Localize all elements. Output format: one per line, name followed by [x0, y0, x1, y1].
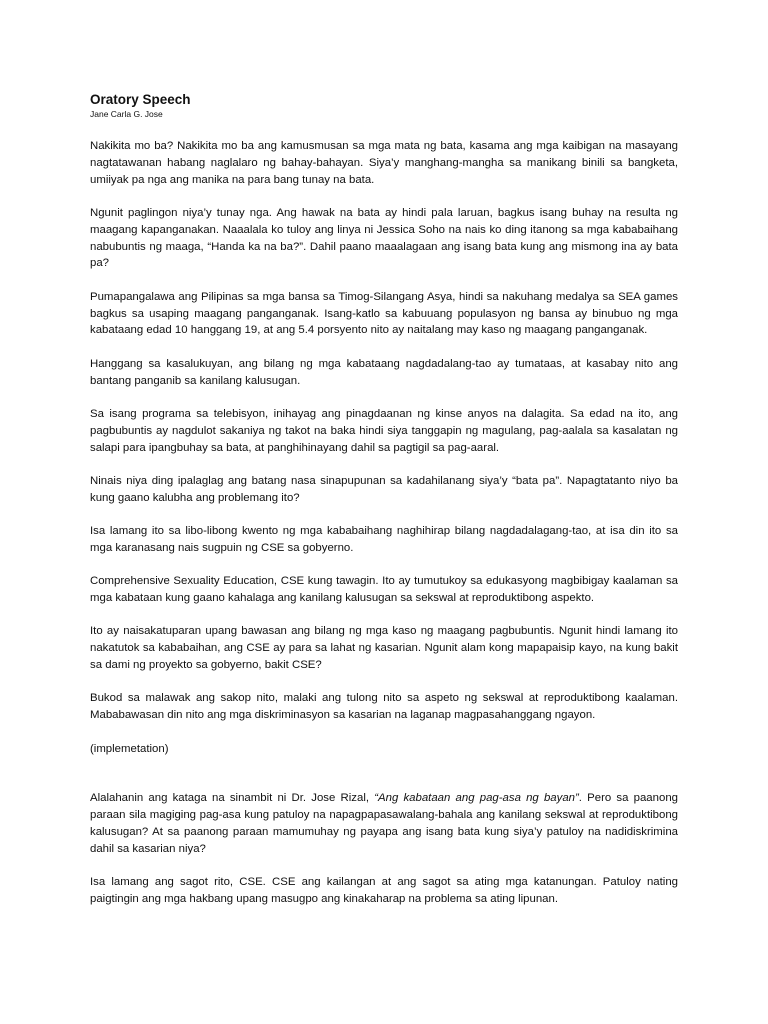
paragraph-5: Sa isang programa sa telebisyon, inihayag ang pinagdaanan ng kinse anyos na dalagita. Sa edad na ito, ang pagbubuntis ay nagdulot sakaniya ng takot na baka hindi siya tanggapin ng magulang, pag-aalala sa kasalatan ng salapi para ipangbuhay sa bata, at panghihinayang dahil sa pagtigil sa pag-aaral.: [90, 407, 678, 454]
rizal-quote: “Ang kabataan ang pag-asa ng bayan”: [374, 792, 579, 805]
document-author: Jane Carla G. Jose: [90, 109, 163, 119]
implementation-note: (implemetation): [90, 742, 169, 755]
paragraph-4: Hanggang sa kasalukuyan, ang bilang ng mga kabataang nagdadalang-tao ay tumataas, at kasabay nito ang bantang panganib sa kanilang kalusugan.: [90, 357, 678, 387]
paragraph-10: Bukod sa malawak ang sakop nito, malaki ang tulong nito sa aspeto ng sekswal at reproduktibong kaalaman. Mababawasan din nito ang mga diskriminasyon sa kasarian na laganap magpasahanggang ngayon.: [90, 692, 678, 722]
paragraph-9: Ito ay naisakatuparan upang bawasan ang bilang ng mga kaso ng maagang pagbubuntis. Ngunit hindi lamang ito nakatutok sa kababaihan, ang CSE ay para sa lahat ng kasarian. Ngunit alam kong mapapaisip kayo, na kung bakit sa dami ng proyekto sa gobyerno, bakit CSE?: [90, 625, 678, 672]
closing-paragraph: Isa lamang ang sagot rito, CSE. CSE ang kailangan at ang sagot sa ating mga katanungan. Patuloy nating paigtingin ang mga hakbang upang masugpo ang kinakaharap na problema sa ating lipunan.: [90, 876, 678, 906]
paragraph-6: Ninais niya ding ipalaglag ang batang nasa sinapupunan sa kadahilanang siya’y “bata pa”. Napagtatanto niyo ba kung gaano kalubha ang problemang ito?: [90, 474, 678, 504]
paragraph-8: Comprehensive Sexuality Education, CSE kung tawagin. Ito ay tumutukoy sa edukasyong magbibigay kaalaman sa mga kabataan kung gaano kahalaga ang kanilang kalusugan sa sekswal at reproduktibong aspekto.: [90, 575, 678, 605]
document-title: Oratory Speech: [90, 92, 191, 107]
paragraph-7: Isa lamang ito sa libo-libong kwento ng mga kababaihang naghihirap bilang nagdadalagang-tao, at isa din ito sa mga karanasang nais sugpuin ng CSE sa gobyerno.: [90, 525, 678, 554]
paragraph-3: Pumapangalawa ang Pilipinas sa mga bansa sa Timog-Silangang Asya, hindi sa nakuhang medalya sa SEA games bagkus sa usaping maagang panganganak. Isang-katlo sa kabuuang populasyon ng bansa ay binubuo ng mga kabataang edad 10 hanggang 19, at ang 5.4 porsyento nito ay naitalang may kaso ng maagang panganganak.: [90, 290, 678, 337]
paragraph-2: Ngunit paglingon niya’y tunay nga. Ang hawak na bata ay hindi pala laruan, bagkus isang buhay na resulta ng maagang kapanganakan. Naaalala ko tuloy ang linya ni Jessica Soho na nais ko ding itanong sa mga kababaihang nabubuntis ng maaga, “Handa ka na ba?”. Dahil paano maaalagaan ang isang bata kung ang mismong ina ay bata pa?: [90, 206, 678, 270]
rizal-paragraph-rest: . Pero sa paanong paraan sila magiging pag-asa kung patuloy na napagpapasawalang-bahala ang kanilang sekswal at reproduktibong kalusugan? At sa paanong paraan mamumuhay ng payapa ang isang bata kung siya’y patuloy na nadidiskrimina dahil sa kasarian niya?: [90, 792, 678, 855]
document-page: [90, 92, 678, 924]
document-body: [90, 138, 678, 908]
paragraph-1: Nakikita mo ba? Nakikita mo ba ang kamusmusan sa mga mata ng bata, kasama ang mga kaibigan na masayang nagtatawanan habang naglalaro ng bahay-bahayan. Siya’y manghang-mangha sa manikang binili sa bangketa, umiiyak pa nga ang manika na para bang tunay na bata.: [90, 140, 678, 186]
rizal-paragraph-intro: Alalahanin ang kataga na sinambit ni Dr. Jose Rizal,: [90, 792, 375, 805]
rizal-paragraph: [90, 790, 678, 857]
